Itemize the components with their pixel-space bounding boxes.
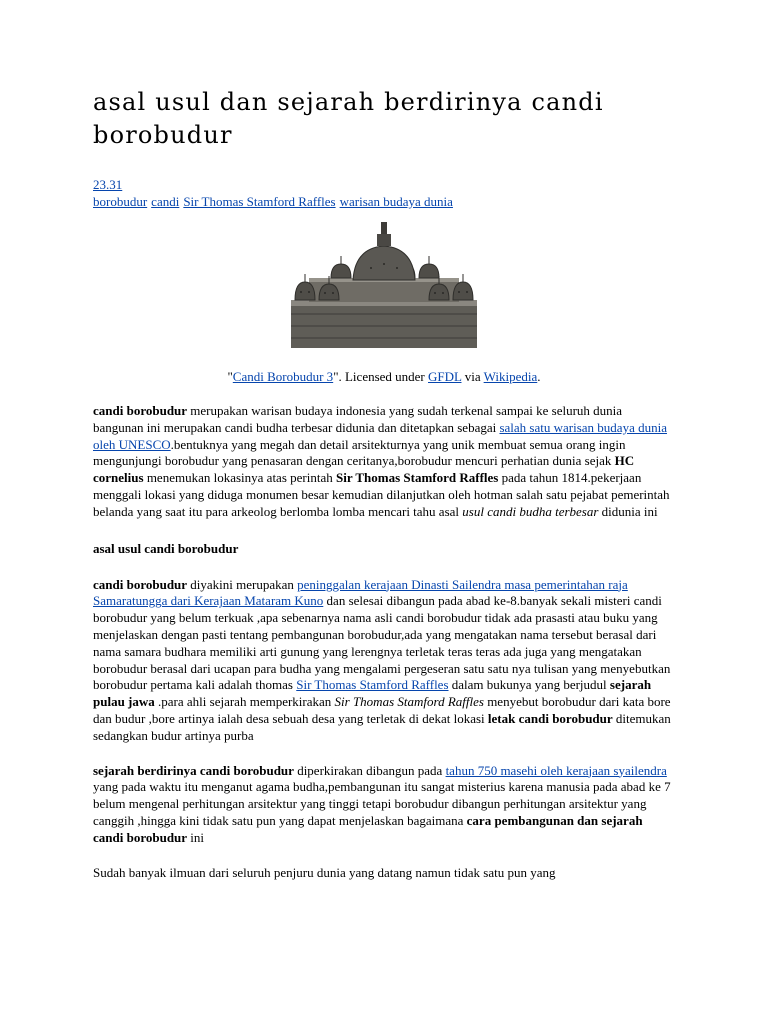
body-text: ditemukan sedangkan budur artinya purba [93, 710, 671, 743]
italic-text: usul candi budha terbesar [462, 503, 599, 519]
body-text: .para ahli sejarah memperkirakan [154, 694, 335, 710]
tag-candi[interactable]: candi [151, 194, 180, 209]
caption-text: ". Licensed under [333, 369, 429, 384]
post-meta [93, 176, 675, 210]
caption-wikipedia-link[interactable]: Wikipedia [483, 369, 538, 384]
history-paragraph [93, 763, 675, 847]
caption-text: . [537, 369, 541, 384]
origin-paragraph [93, 577, 675, 745]
post-time-link[interactable]: 23.31 [93, 177, 123, 192]
body-text: diperkirakan dibangun pada [293, 762, 446, 778]
body-text: menyebut borobudur dari kata bore dan budur ,bore artinya ialah desa sebuah desa yang terletak di dekat lokasi [93, 694, 671, 726]
photo-caption [93, 368, 675, 385]
bold-text: Sir Thomas Stamford Raffles [335, 470, 499, 486]
intro-paragraph [93, 403, 675, 521]
tag-warisan-budaya[interactable]: warisan budaya dunia [339, 194, 453, 209]
tag-raffles[interactable]: Sir Thomas Stamford Raffles [183, 194, 336, 209]
body-text: didunia ini [598, 503, 658, 519]
sailendra-link[interactable]: peninggalan kerajaan Dinasti Sailendra masa pemerintahan raja Samaratungga dari Kerajaan Mataram Kuno [93, 576, 628, 609]
bold-text: cara pembangunan dan sejarah candi borobudur [93, 812, 643, 845]
body-text: dan selesai dibangun pada abad ke-8.banyak sekali misteri candi borobudur yang belum terkuak ,apa sebenarnya nama asli candi borobudur tidak ada prasasti atau buku yang menjelaskan dengan pasti tentang pembangunan borobudur,ada yang mengatakan nama tersebut berasal dari nama samara budhara memiliki arti gunung yang lerengnya terletak teras teras ada juga yang mengatakan borobudur berasal dari ucapan para budha yang mengalami pergeseran satu satu nya tulisan yang menyebutkan borobudur pertama kali adalah thomas [93, 593, 671, 693]
body-text: menemukan lokasinya atas perintah [143, 470, 336, 486]
italic-text: Sir Thomas Stamford Raffles [334, 694, 484, 710]
body-text: yang pada waktu itu menganut agama budha,pembangunan itu sangat misterius karena manusia pada abad ke 7 belum mengenal perhitungan arsitektur yang tinggi tetapi borobudur dibangun perhitungan arsitektur yang canggih ,hingga kini tidak satu pun yang dapat menjelaskan bagaimana [93, 779, 671, 828]
caption-text: via [461, 369, 484, 384]
article [93, 86, 675, 881]
body-text: .bentuknya yang megah dan detail arsitekturnya yang unik membuat semua orang ingin mengunjungi borobudur yang penasaran dengan ceritanya,borobudur mencuri perhatian dunia sejak [93, 436, 626, 469]
tag-borobudur[interactable]: borobudur [93, 194, 148, 209]
bold-text: candi borobudur [93, 576, 188, 592]
body-text: ini [187, 829, 205, 845]
bold-text: sejarah pulau jawa [93, 677, 652, 710]
body-text: dalam bukunya yang berjudul [448, 677, 610, 693]
caption-license-link[interactable]: GFDL [428, 369, 462, 384]
bold-text: candi borobudur [93, 403, 188, 418]
bold-text: sejarah berdirinya candi borobudur [93, 762, 294, 778]
tag-list [93, 193, 675, 210]
body-text: pada tahun 1814.pekerjaan menggali lokasi yang diduga monumen besar kemudian dilanjutkan oleh hotman salah satu pejabat pemerintah belanda yang saat itu para arkeolog berlomba lomba mencari tahu asal [93, 470, 670, 519]
unesco-link[interactable]: salah satu warisan budaya dunia oleh UNESCO [93, 419, 667, 452]
syailendra-link[interactable]: tahun 750 masehi oleh kerajaan syailendra [445, 762, 667, 778]
section-heading: asal usul candi borobudur [93, 540, 239, 556]
caption-photo-link[interactable]: Candi Borobudur 3 [232, 369, 334, 384]
page-title: asal usul dan sejarah berdirinya candi borobudur [93, 88, 604, 149]
bold-text: HC cornelius [93, 453, 635, 486]
body-text: diyakini merupakan [187, 576, 298, 592]
bold-text: letak candi borobudur [487, 710, 613, 726]
body-text: merupakan warisan budaya indonesia yang sudah terkenal sampai ke seluruh dunia bangunan ini merupakan candi budha terbesar didunia dan ditetapkan sebagai [93, 403, 623, 435]
scientists-paragraph: Sudah banyak ilmuan dari seluruh penjuru dunia yang datang namun tidak satu pun yang [93, 864, 556, 880]
borobudur-photo [291, 218, 477, 348]
raffles-link[interactable]: Sir Thomas Stamford Raffles [296, 677, 449, 693]
caption-text: " [227, 369, 233, 384]
